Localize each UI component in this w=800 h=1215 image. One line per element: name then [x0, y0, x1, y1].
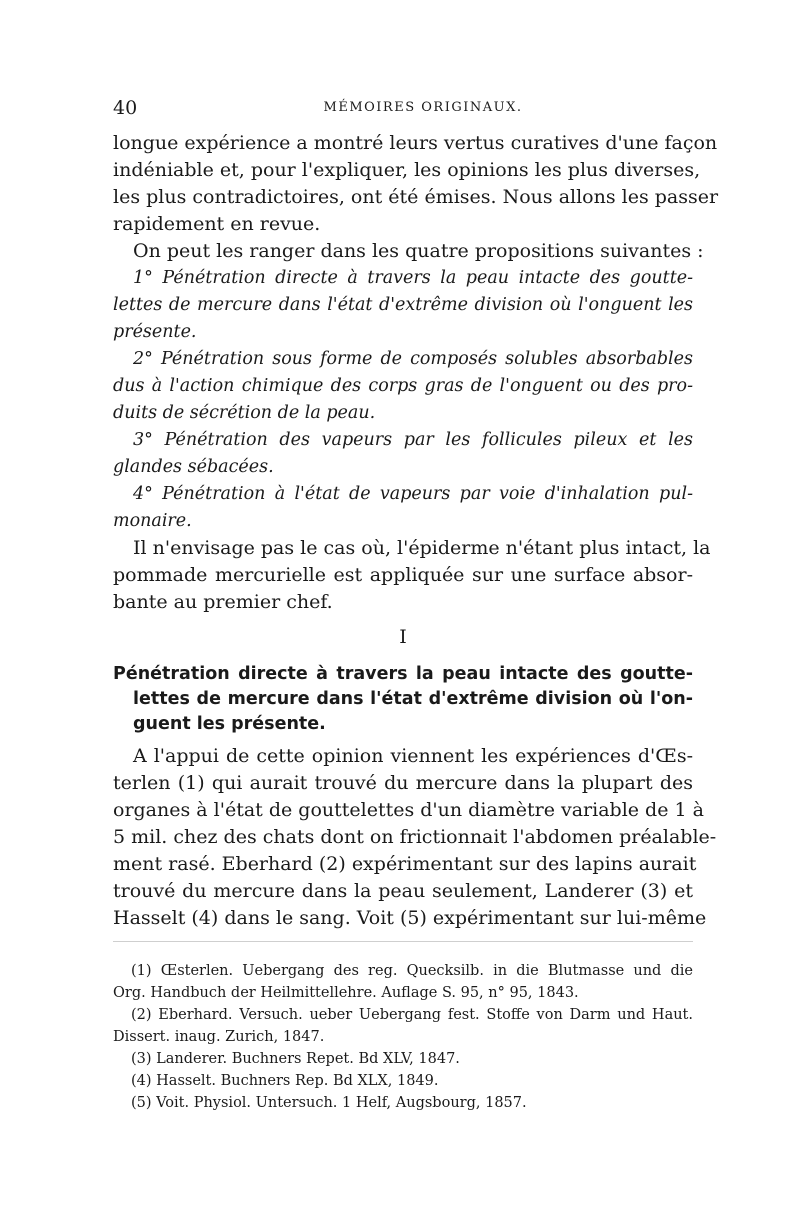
text-line: dus à l'action chimique des corps gras de l'onguent ou des pro- — [113, 376, 693, 396]
text-line: glandes sébacées. — [113, 457, 274, 477]
proposition-3 — [113, 427, 693, 481]
footnote-1-continued: Org. Handbuch der Heilmittellehre. Auflage S. 95, n° 95, 1843. — [113, 985, 579, 1001]
section-title-line: guent les présente. — [133, 714, 326, 734]
footnote-1: (1) Œsterlen. Uebergang des reg. Quecksilb. in die Blutmasse und die — [131, 963, 693, 979]
text-line: pommade mercurielle est appliquée sur une surface absor- — [113, 564, 693, 586]
section-number: I — [399, 626, 407, 648]
paragraph-propositions-intro — [113, 238, 704, 265]
text-line: lettes de mercure dans l'état d'extrême division où l'onguent les — [113, 295, 693, 315]
footnote-4: (4) Hasselt. Buchners Rep. Bd XLX, 1849. — [131, 1073, 439, 1089]
body-text — [113, 130, 719, 932]
text-line: ment rasé. Eberhard (2) expérimentant sur des lapins aurait — [113, 853, 697, 875]
text-line: On peut les ranger dans les quatre propositions suivantes : — [133, 240, 704, 262]
footnotes — [113, 960, 693, 1114]
footnote-2-continued: Dissert. inaug. Zurich, 1847. — [113, 1029, 325, 1045]
page-header — [113, 97, 693, 121]
page-number: 40 — [113, 97, 138, 119]
section-title — [113, 662, 693, 737]
paragraph-experiments — [113, 743, 717, 932]
text-line: les plus contradictoires, ont été émises. Nous allons les passer — [113, 186, 719, 208]
paragraph-intro — [113, 130, 719, 238]
text-line: 4° Pénétration à l'état de vapeurs par voie d'inhalation pul- — [133, 484, 693, 504]
text-line: monaire. — [113, 511, 192, 531]
section-title-line: Pénétration directe à travers la peau intacte des goutte- — [113, 664, 693, 684]
text-line: présente. — [113, 322, 197, 342]
paragraph-exclusion — [113, 535, 711, 616]
text-line: 5 mil. chez des chats dont on frictionnait l'abdomen préalable- — [113, 826, 717, 848]
text-line: 1° Pénétration directe à travers la peau intacte des goutte- — [133, 268, 693, 288]
text-line: terlen (1) qui aurait trouvé du mercure dans la plupart des — [113, 772, 693, 794]
text-line: 2° Pénétration sous forme de composés solubles absorbables — [133, 349, 693, 369]
text-line: duits de sécrétion de la peau. — [113, 403, 376, 423]
text-line: 3° Pénétration des vapeurs par les follicules pileux et les — [133, 430, 693, 450]
footnote-5: (5) Voit. Physiol. Untersuch. 1 Helf, Augsbourg, 1857. — [131, 1095, 527, 1111]
footnote-3: (3) Landerer. Buchners Repet. Bd XLV, 1847. — [131, 1051, 460, 1067]
footnote-divider — [113, 941, 693, 942]
proposition-2 — [113, 346, 693, 427]
text-line: A l'appui de cette opinion viennent les expériences d'Œs- — [133, 745, 693, 767]
text-line: longue expérience a montré leurs vertus curatives d'une façon — [113, 132, 718, 154]
text-line: trouvé du mercure dans la peau seulement, Landerer (3) et — [113, 880, 693, 902]
text-line: organes à l'état de gouttelettes d'un diamètre variable de 1 à — [113, 799, 704, 821]
footnote-2: (2) Eberhard. Versuch. ueber Uebergang fest. Stoffe von Darm und Haut. — [131, 1007, 693, 1023]
text-line: Hasselt (4) dans le sang. Voit (5) expérimentant sur lui-même — [113, 907, 707, 929]
text-line: rapidement en revue. — [113, 213, 321, 235]
text-line: indéniable et, pour l'expliquer, les opinions les plus diverses, — [113, 159, 701, 181]
running-title: MÉMOIRES ORIGINAUX. — [323, 100, 523, 115]
text-line: Il n'envisage pas le cas où, l'épiderme n'étant plus intact, la — [133, 537, 711, 559]
text-line: bante au premier chef. — [113, 591, 333, 613]
proposition-4 — [113, 481, 693, 535]
proposition-1 — [113, 265, 693, 346]
section-title-line: lettes de mercure dans l'état d'extrême division où l'on- — [133, 689, 693, 709]
